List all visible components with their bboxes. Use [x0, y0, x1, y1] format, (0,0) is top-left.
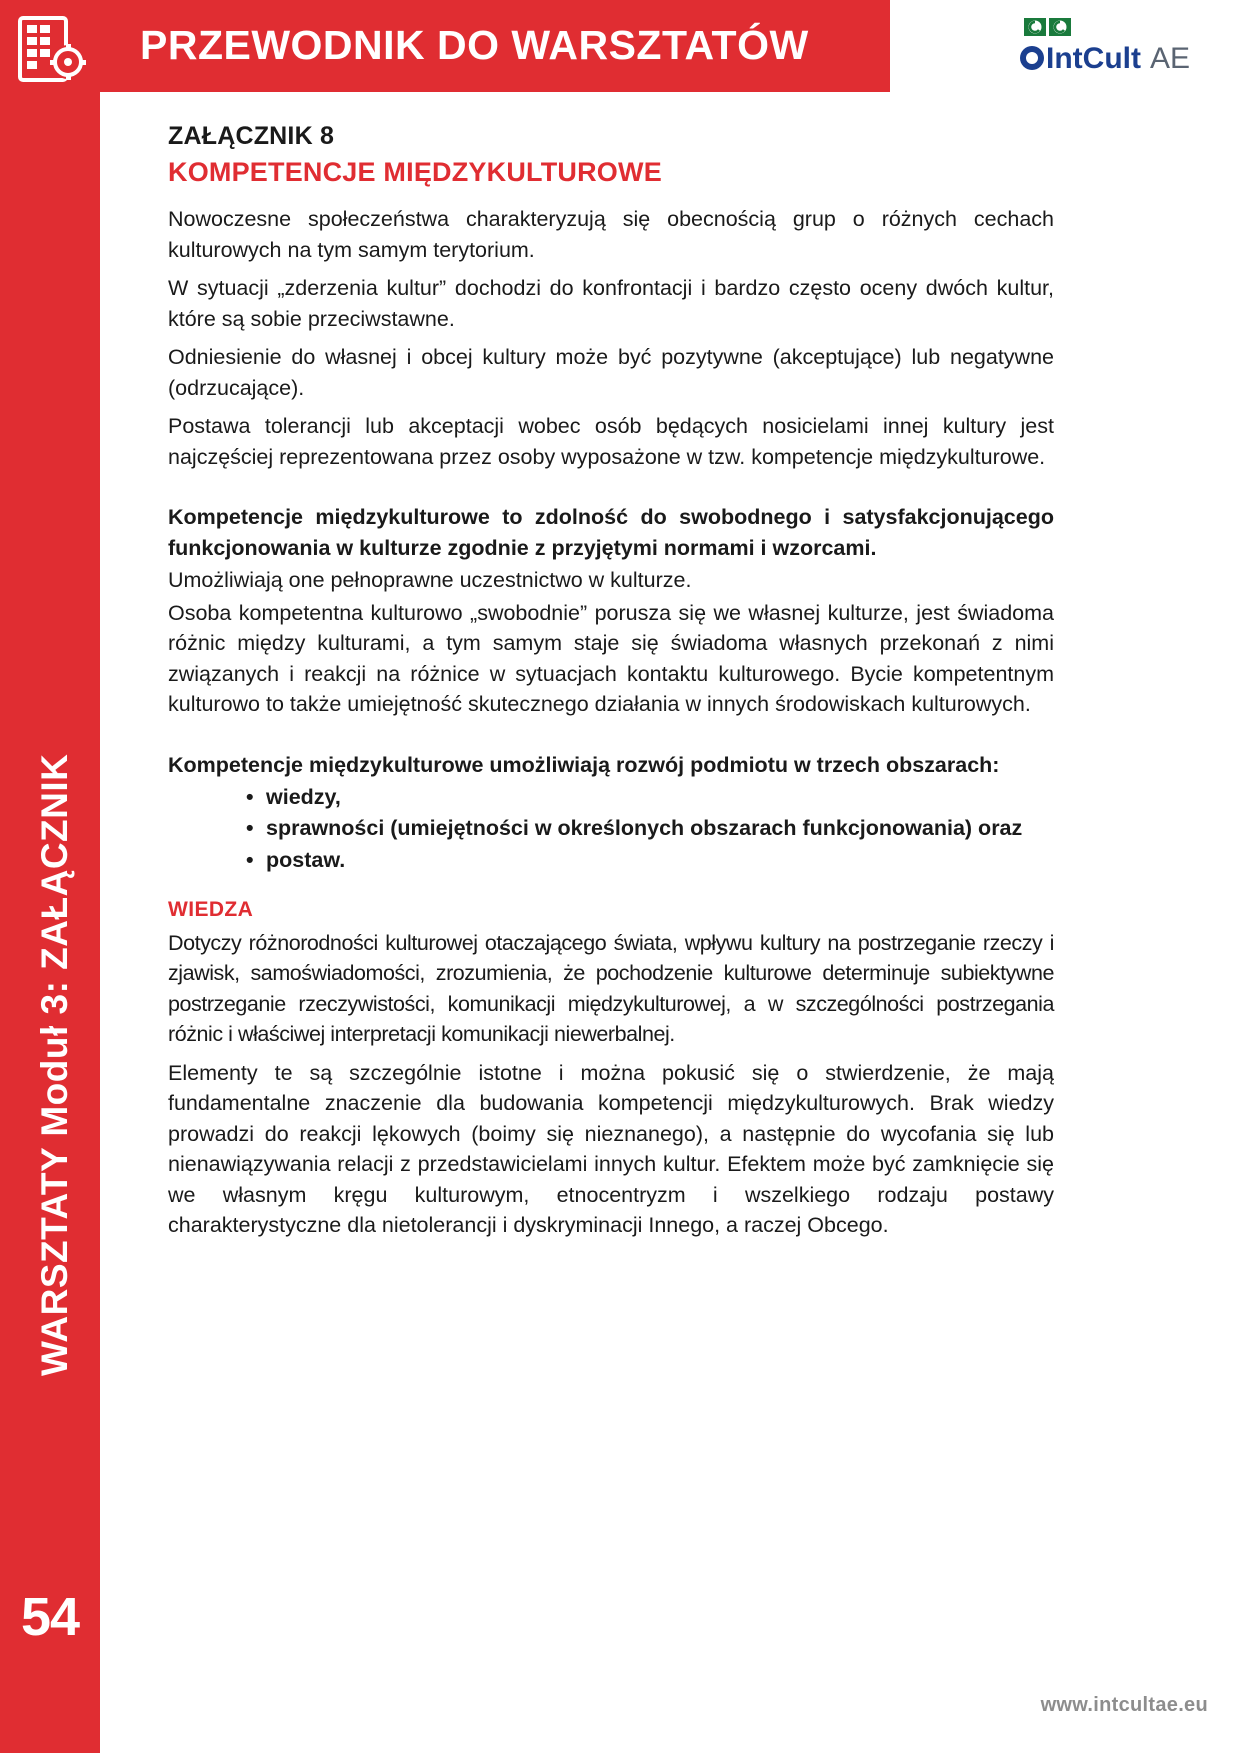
paragraph: Odniesienie do własnej i obcej kultury może być pozytywne (akceptujące) lub negatywne (odrzucające).: [168, 345, 1054, 400]
paragraph: Elementy te są szczególnie istotne i można pokusić się o stwierdzenie, że mają fundamentalne znaczenie dla budowania kompetencji międzykulturowych. Brak wiedzy prowadzi do reakcji lękowych (boimy się nieznanego), a następnie do wycofania się lub nienawiązywania relacji z przedstawicielami innych kultur. Efektem może być zamknięcie się we własnym kręgu kulturowym, etnocentryzm i wszelkiego rodzaju postawy charakterystyczne dla nietolerancji i dyskryminacji Innego, a raczej Obcego.: [168, 1060, 1054, 1238]
page-number: 54: [20, 1587, 80, 1647]
areas-intro: Kompetencje międzykulturowe umożliwiają rozwój podmiotu w trzech obszarach:: [168, 752, 1000, 777]
sidebar-vertical-title: WARSZTATY Moduł 3: ZAŁĄCZNIK: [34, 753, 75, 1376]
footer-url[interactable]: www.intcultae.eu: [1040, 1694, 1208, 1716]
competence-paragraph: Osoba kompetentna kulturowo „swobodnie” porusza się we własnej kulturze, jest świadoma różnic między kulturami, a tym samym staje się świadoma własnych przekonań z nimi związanych i reakcji na różnice w sytuacjach kontaktu kulturowego. Bycie kompetentnym kulturowo to także umiejętność skutecznego działania w innych środowiskach kulturowych.: [168, 600, 1054, 717]
areas-list: [168, 782, 1054, 876]
spacer: [168, 728, 1054, 750]
book-gear-icon: [18, 16, 88, 86]
list-item: • wiedzy,: [246, 782, 1054, 813]
paragraph: Nowoczesne społeczeństwa charakteryzują się obecnością grup o różnych cechach kulturowych na tym samym terytorium.: [168, 207, 1054, 262]
paragraph: Dotyczy różnorodności kulturowej otaczającego świata, wpływu kultury na postrzeganie rzeczy i zjawisk, samoświadomości, zrozumienia, że pochodzenie kulturowe determinuje subiektywne postrzeganie rzeczywistości, komunikacji międzykulturowej, a w szczególności postrzegania różnic i właściwej interpretacji komunikacji niewerbalnej.: [168, 930, 1054, 1047]
svg-text:AE: AE: [1150, 42, 1191, 75]
document-body: [168, 122, 1054, 1249]
section-heading-wiedza: WIEDZA: [168, 897, 254, 921]
spacer: [168, 480, 1054, 502]
left-sidebar-band: [0, 0, 100, 1753]
paragraph: Postawa tolerancji lub akceptacji wobec osób będących nosicielami innej kultury jest najczęściej reprezentowana przez osoby wyposażone w tzw. kompetencje międzykulturowe.: [168, 414, 1054, 469]
definition-followup: Umożliwiają one pełnoprawne uczestnictwo w kulturze.: [168, 568, 692, 593]
page-title: KOMPETENCJE MIĘDZYKULTUROWE: [168, 157, 662, 187]
list-item: • postaw.: [246, 845, 1054, 876]
intcultae-logo: [1010, 16, 1210, 78]
spacer: [168, 876, 1054, 898]
header-title: PRZEWODNIK DO WARSZTATÓW: [140, 22, 809, 68]
svg-text:IntCult: IntCult: [1046, 42, 1141, 75]
paragraph: W sytuacji „zderzenia kultur” dochodzi do konfrontacji i bardzo często oceny dwóch kultur, które są sobie przeciwstawne.: [168, 276, 1054, 331]
definition-bold: Kompetencje międzykulturowe to zdolność do swobodnego i satysfakcjonującego funkcjonowania w kulturze zgodnie z przyjętymi normami i wzorcami.: [168, 505, 1054, 560]
list-item: • sprawności (umiejętności w określonych obszarach funkcjonowania) oraz: [246, 813, 1054, 844]
annex-label: ZAŁĄCZNIK 8: [168, 122, 335, 150]
